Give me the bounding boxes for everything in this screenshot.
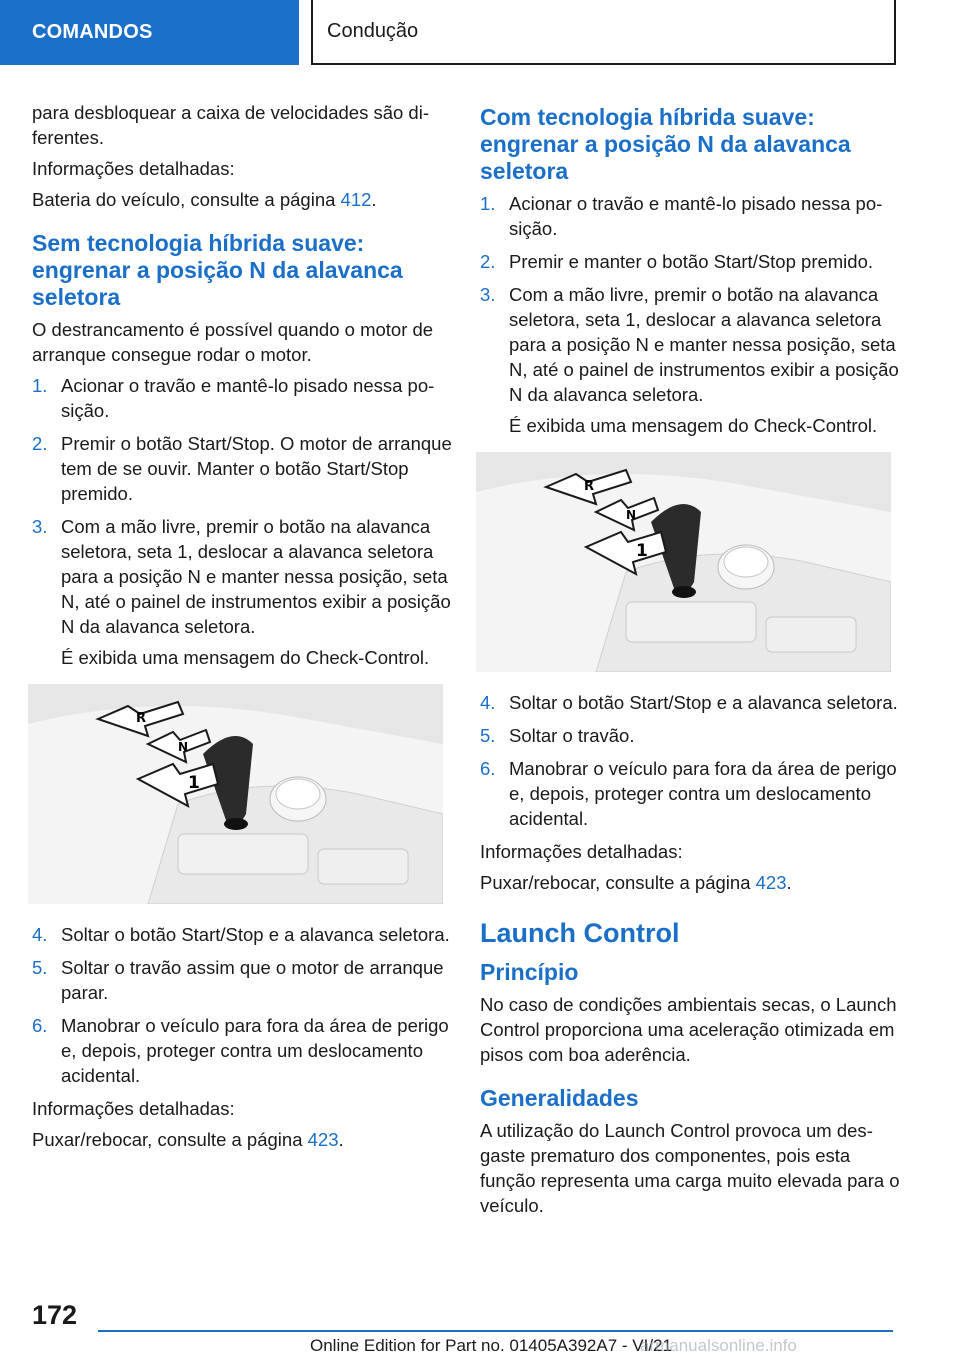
step-item: [480, 191, 900, 241]
step-number: 6.: [480, 758, 496, 779]
footer-divider: [98, 1330, 893, 1332]
page-link-423[interactable]: 423: [307, 1129, 339, 1150]
page-link-412[interactable]: 412: [340, 189, 372, 210]
principle-text: No caso de condições ambientais secas, o Launch Control proporciona uma aceleração otimizada em pisos com boa aderência.: [480, 994, 897, 1065]
info-label: Informações detalhadas:: [480, 841, 683, 862]
step-number: 5.: [480, 725, 496, 746]
info-reference: Puxar/rebocar, consulte a página 423.: [32, 1129, 344, 1150]
step-item: [32, 373, 452, 423]
step-text: Acionar o travão e mantê-lo pisado nessa posição.: [509, 193, 883, 239]
step-item: [480, 249, 900, 274]
step-number: 6.: [32, 1015, 48, 1036]
right-column: [480, 100, 900, 1224]
page-link-423[interactable]: 423: [755, 872, 787, 893]
steps-list-b: [32, 922, 452, 1088]
footer-edition: Online Edition for Part no. 01405A392A7 - VI/21: [310, 1336, 672, 1355]
info-reference-text: Bateria do veículo, consulte a página: [32, 189, 341, 210]
gear-selector-illustration: [28, 684, 443, 904]
footer-watermark: armanualsonline.info: [640, 1336, 797, 1355]
step-text: Soltar o botão Start/Stop e a alavanca seletora.: [61, 924, 450, 945]
info-reference: Puxar/rebocar, consulte a página 423.: [480, 872, 792, 893]
step-number: 5.: [32, 957, 48, 978]
section-title: COMANDOS: [32, 21, 153, 43]
step-text: Com a mão livre, premir o botão na alavanca seletora, seta 1, deslocar a alavanca seletora para a posição N e manter nessa posição, seta N, até o painel de instrumentos exibir a posição N da alavanca seletora.: [61, 516, 451, 637]
figure-label-r: R: [584, 479, 595, 494]
steps-list-a: [480, 191, 900, 438]
step-text: Soltar o travão.: [509, 725, 635, 746]
page-number: 172: [32, 1300, 78, 1330]
gear-selector-illustration: [476, 452, 891, 672]
step-number: 1.: [32, 375, 48, 396]
chapter-title: Condução: [327, 20, 419, 42]
step-text: Acionar o travão e mantê-lo pisado nessa posição.: [61, 375, 435, 421]
launch-control-title: Launch Control: [480, 918, 680, 948]
principle-heading: Princípio: [480, 959, 579, 985]
step-text: Soltar o botão Start/Stop e a alavanca seletora.: [509, 692, 898, 713]
figure-label-1: 1: [188, 773, 200, 793]
gear-selector-drawing: [28, 684, 443, 904]
step-item: [480, 723, 900, 748]
section-tab: [0, 0, 299, 65]
steps-list-b: [480, 690, 900, 831]
gear-selector-drawing: [476, 452, 891, 672]
step-text: Manobrar o veículo para fora da área de perigo e, depois, proteger contra um deslocamento acidental.: [61, 1015, 449, 1086]
step-note: É exibida uma mensagem do Check-Control.: [509, 415, 878, 436]
left-column: [32, 100, 452, 1158]
figure-label-n: N: [178, 740, 189, 754]
step-number: 4.: [32, 924, 48, 945]
step-text: Premir o botão Start/Stop. O motor de arranque tem de se ouvir. Manter o botão Start/Stop premido.: [61, 433, 452, 504]
chapter-tab: [311, 0, 896, 65]
step-item: [480, 690, 900, 715]
step-item: [480, 756, 900, 831]
step-number: 3.: [32, 516, 48, 537]
step-item: [32, 431, 452, 506]
step-item: [480, 282, 900, 438]
step-item: [32, 1013, 452, 1088]
step-item: [32, 514, 452, 670]
step-number: 2.: [32, 433, 48, 454]
section-heading-with-hybrid: Com tecnologia híbrida suave: engrenar a posição N da alavanca seletora: [480, 104, 851, 184]
figure-label-1: 1: [636, 541, 648, 561]
step-number: 4.: [480, 692, 496, 713]
step-number: 1.: [480, 193, 496, 214]
figure-label-n: N: [626, 508, 637, 522]
figure-label-r: R: [136, 711, 147, 726]
step-note: É exibida uma mensagem do Check-Control.: [61, 647, 430, 668]
step-text: Soltar o travão assim que o motor de arranque parar.: [61, 957, 444, 1003]
step-text: Manobrar o veículo para fora da área de perigo e, depois, proteger contra um deslocamento acidental.: [509, 758, 897, 829]
step-item: [32, 922, 452, 947]
intro-paragraph: para desbloquear a caixa de velocidades são diferentes.: [32, 102, 429, 148]
step-number: 3.: [480, 284, 496, 305]
section-heading-without-hybrid: Sem tecnologia híbrida suave: engrenar a posição N da alavanca seletora: [32, 230, 403, 310]
step-text: Com a mão livre, premir o botão na alavanca seletora, seta 1, deslocar a alavanca seletora para a posição N e manter nessa posição, seta N, até o painel de instrumentos exibir a posição N da alavanca seletora.: [509, 284, 899, 405]
step-text: Premir e manter o botão Start/Stop premido.: [509, 251, 874, 272]
info-reference-text: Puxar/rebocar, consulte a página: [32, 1129, 308, 1150]
general-text: A utilização do Launch Control provoca um desgaste prematuro dos componentes, pois esta função representa uma carga muito elevada para o veículo.: [480, 1120, 900, 1216]
general-heading: Generalidades: [480, 1085, 639, 1111]
info-reference-text: Puxar/rebocar, consulte a página: [480, 872, 756, 893]
step-number: 2.: [480, 251, 496, 272]
step-item: [32, 955, 452, 1005]
section-description: O destrancamento é possível quando o motor de arranque consegue rodar o motor.: [32, 319, 434, 365]
info-reference: Bateria do veículo, consulte a página 412.: [32, 189, 377, 210]
info-label: Informações detalhadas:: [32, 1098, 235, 1119]
info-label: Informações detalhadas:: [32, 158, 235, 179]
steps-list-a: [32, 373, 452, 670]
